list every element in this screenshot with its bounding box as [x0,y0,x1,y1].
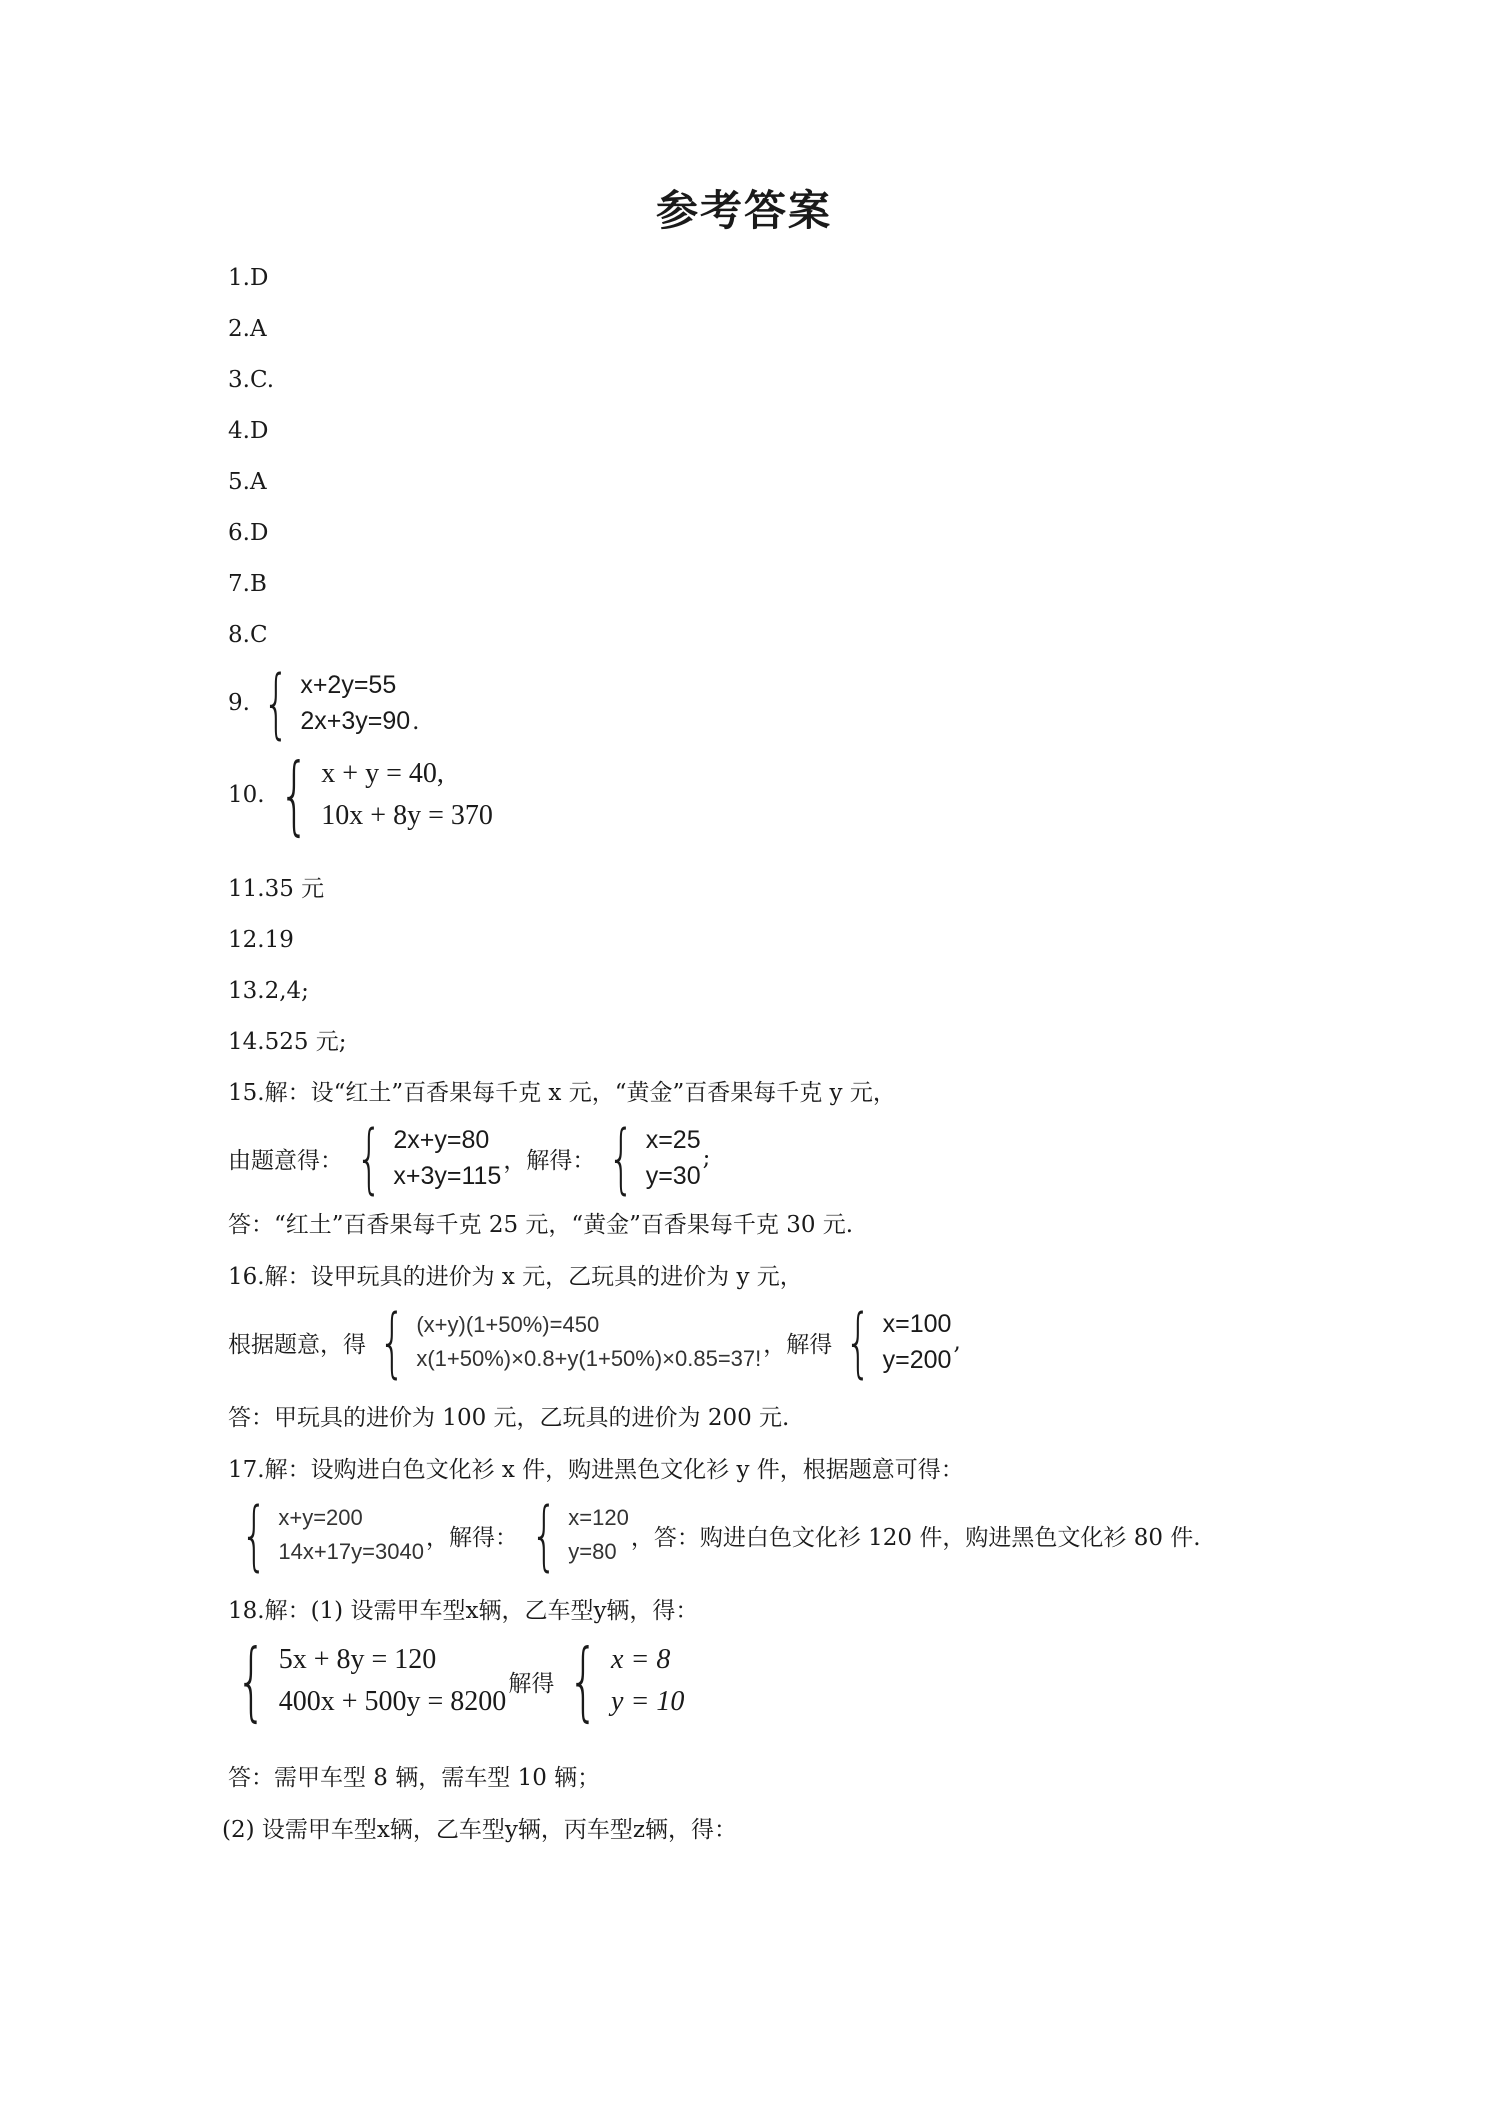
solution: y=80 [568,1539,617,1564]
equation: x+3y=115 [393,1162,502,1190]
brace: { [568,1631,599,1731]
page-title: 参考答案 [655,186,832,235]
equation: 400x + 500y = 8200 [278,1686,507,1717]
solution: x=120 [568,1505,629,1530]
equation: x+y=200 [278,1505,363,1530]
solution: x=25 [645,1126,701,1154]
equation: 2x+y=80 [393,1126,490,1154]
equation: 10x + 8y = 370 [321,800,493,831]
equation: 5x + 8y = 120 [278,1644,437,1675]
answer-17-setup: 17.解：设购进白色文化衫 x 件，购进黑色文化衫 y 件，根据题意可得： [228,1457,964,1483]
brace: { [278,745,309,845]
equation: x(1+50%)×0.8+y(1+50%)×0.85=37! [416,1346,762,1371]
solution-system [520,1490,629,1579]
solution-system [834,1297,952,1386]
answer-14: 14.525 元; [228,1029,347,1055]
solution: y=200 [882,1346,952,1374]
answer-8: 8.C [228,622,268,648]
answer-18-equations: { 5x + 8y = 120 400x + 500y = 8200 解得 { x = 8 y = 10 [228,1638,686,1724]
answer-18-part2: (2) 设需甲车型x辆，乙车型y辆，丙车型z辆，得： [222,1817,737,1843]
solution: x = 8 [611,1644,671,1675]
equation-system [252,658,411,747]
answer-16-setup: 16.解：设甲玩具的进价为 x 元，乙玩具的进价为 y 元， [228,1264,803,1290]
equation: x + y = 40, [321,758,444,789]
answer-12: 12.19 [228,927,294,953]
solution: y = 10 [611,1686,685,1717]
brace: { [236,1631,267,1731]
answer-4: 4.D [228,418,269,444]
answer-16-equations: 根据题意，得 { (x+y)(1+50%)=450 x(1+50%)×0.8+y(1+50%)×0.85=37! ，解得 { x=100 y=200 , [228,1297,961,1386]
equation: 14x+17y=3040 [278,1539,424,1564]
answer-7: 7.B [228,571,267,597]
answer-11: 11.35 元 [228,876,325,902]
answer-2: 2.A [228,316,267,342]
answer-5: 5.A [228,469,267,495]
answer-17-conclusion: ，答：购进白色文化衫 120 件，购进黑色文化衫 80 件. [630,1524,1201,1551]
brace: { [530,1490,558,1579]
brace: { [378,1297,406,1386]
brace: { [240,1490,268,1579]
equation-system [345,1113,502,1202]
equation-system [267,745,493,845]
brace: { [262,658,290,747]
answer-18-conclusion: 答：需甲车型 8 辆，需车型 10 辆； [228,1765,601,1791]
solution: x=100 [882,1310,952,1338]
equation: 2x+3y=90 [300,707,411,735]
answer-15-equations: 由题意得： { 2x+y=80 x+3y=115 ，解得： { x=25 y=30 ; [228,1113,711,1202]
answer-3: 3.C. [228,367,275,393]
brace: { [845,1297,872,1386]
brace: { [355,1113,383,1202]
answer-1: 1.D [228,265,269,291]
answer-13: 13.2,4; [228,978,309,1004]
solution: y=30 [645,1162,701,1190]
equation: x+2y=55 [300,671,397,699]
answer-18-setup: 18.解：(1) 设需甲车型x辆，乙车型y辆，得： [228,1598,699,1624]
answer-10-number: 10. [228,782,265,808]
answer-15-conclusion: 答：“红土”百香果每千克 25 元，“黄金”百香果每千克 30 元. [228,1212,854,1238]
answer-9: 9. { x+2y=55 2x+3y=90 . [228,658,420,747]
brace: { [608,1113,635,1202]
answer-9-number: 9. [228,690,250,716]
answer-16-conclusion: 答：甲玩具的进价为 100 元，乙玩具的进价为 200 元. [228,1405,790,1431]
equation: (x+y)(1+50%)=450 [416,1312,600,1337]
solution-system [597,1113,701,1202]
answer-10 [228,745,495,845]
answer-17-equations: { x+y=200 14x+17y=3040 ，解得： { x=120 y=80 ，答：购进白色文化衫 120 件，购进黑色文化衫 80 件. [228,1497,1201,1573]
equation-system [224,1631,507,1731]
equation-system [230,1490,424,1579]
answer-6: 6.D [228,520,269,546]
solution-system [556,1631,685,1731]
answer-15-setup: 15.解：设“红土”百香果每千克 x 元，“黄金”百香果每千克 y 元， [228,1080,896,1106]
